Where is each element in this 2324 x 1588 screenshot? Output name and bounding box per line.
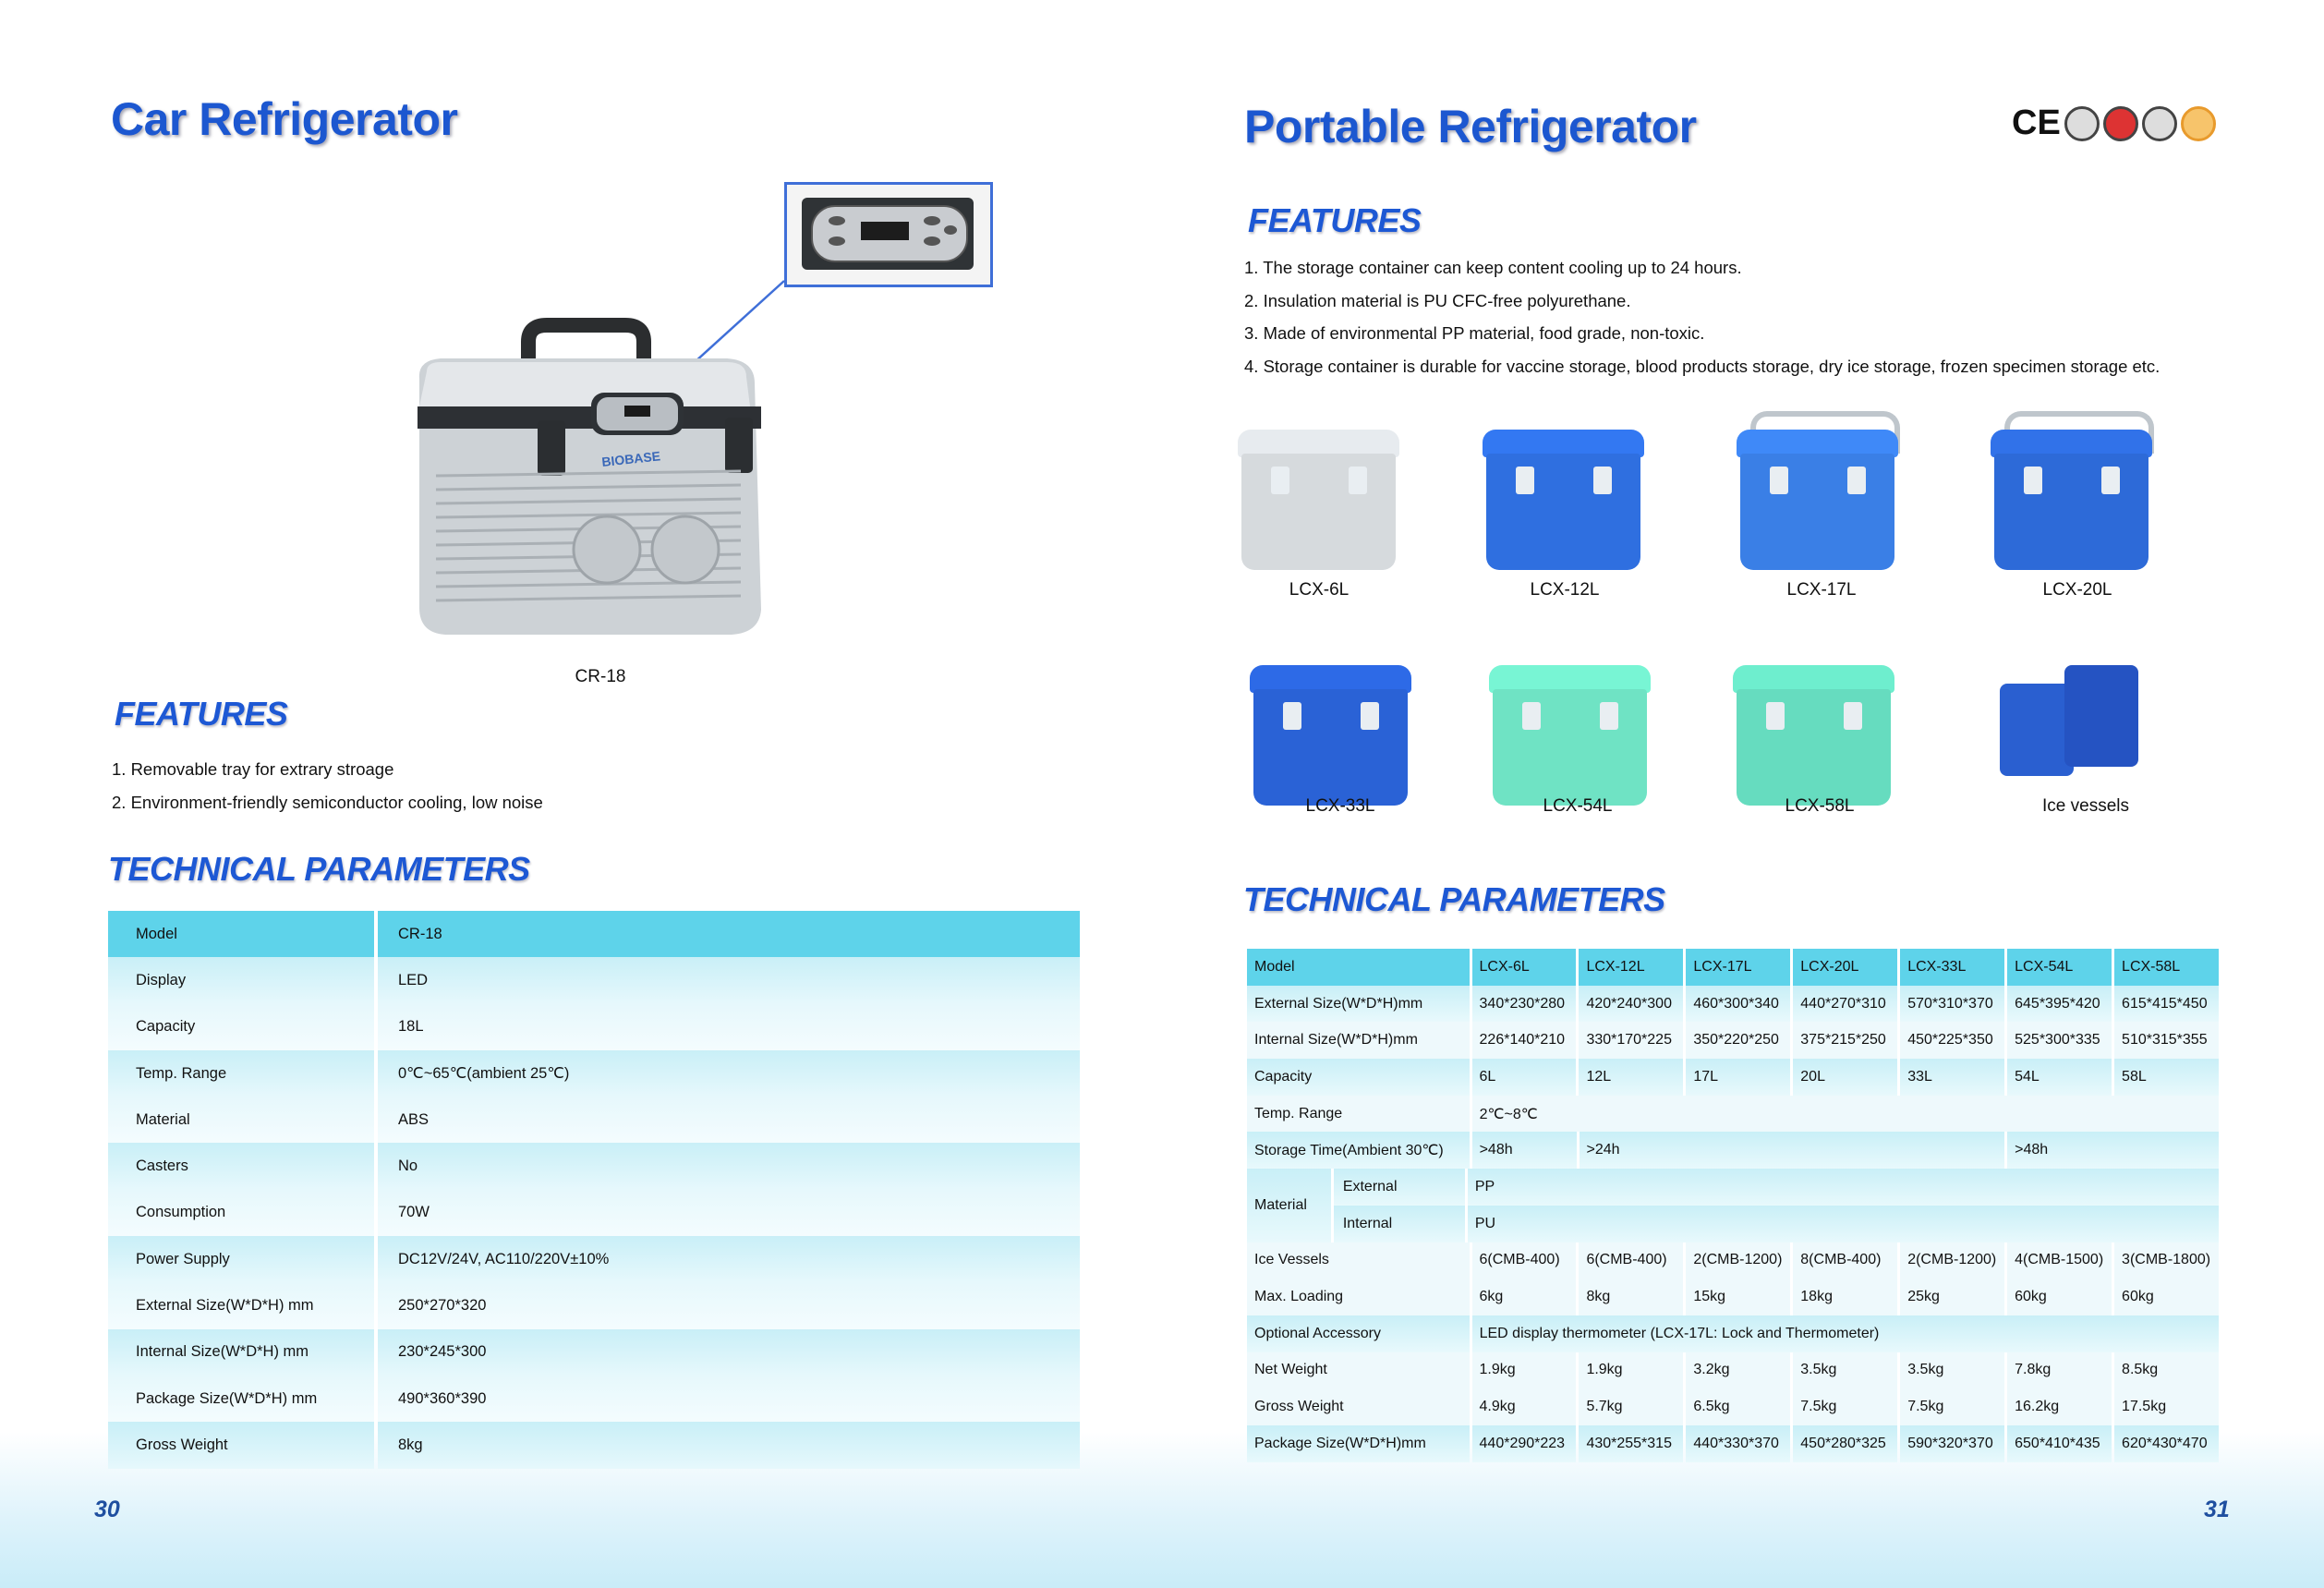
table-cell: 7.5kg <box>1900 1388 2004 1425</box>
ce-mark: CE <box>2012 103 2061 142</box>
cell-label: Display <box>108 957 374 1003</box>
quality-seal-icon <box>2181 106 2216 141</box>
product-label: LCX-33L <box>1305 796 1375 816</box>
table-row <box>108 911 1080 957</box>
table-cell: 25kg <box>1900 1279 2004 1315</box>
cell-value: 490*360*390 <box>378 1376 1080 1422</box>
row-label: Net Weight <box>1247 1352 1470 1389</box>
table-cell: 6L <box>1472 1059 1577 1096</box>
table-cell: 375*215*250 <box>1793 1022 1897 1059</box>
table-cell: 8kg <box>1579 1279 1683 1315</box>
table-cell: 18kg <box>1793 1279 1897 1315</box>
cell-value: No <box>378 1143 1080 1189</box>
iso-seal-icon <box>2103 106 2138 141</box>
product-label: LCX-54L <box>1543 796 1613 816</box>
cell-label: Package Size(W*D*H) mm <box>108 1376 374 1422</box>
row-label: Capacity <box>1247 1059 1470 1096</box>
table-cell: 2℃~8℃ <box>1472 1096 2219 1133</box>
table-cell: 58L <box>2114 1059 2219 1096</box>
product-label: LCX-20L <box>2042 580 2112 600</box>
feature-item: 2. Insulation material is PU CFC-free polyurethane. <box>1244 290 1631 310</box>
table-cell: 4(CMB-1500) <box>2007 1243 2112 1279</box>
row-label: Gross Weight <box>1247 1388 1470 1425</box>
tech-heading-right: TECHNICAL PARAMETERS <box>1243 880 1665 918</box>
cell-label: Power Supply <box>108 1236 374 1282</box>
table-cell: 1.9kg <box>1472 1352 1577 1389</box>
column-header: LCX-17L <box>1686 949 1790 986</box>
table-row <box>1247 986 2219 1023</box>
cell-label: External Size(W*D*H) mm <box>108 1282 374 1328</box>
page-number-right: 31 <box>2204 1497 2230 1522</box>
table-row <box>108 1422 1080 1468</box>
product-label: LCX-58L <box>1785 796 1855 816</box>
feature-item: 4. Storage container is durable for vaccine storage, blood products storage, dry ice storage, frozen specimen storage etc. <box>1244 356 2161 376</box>
table-row <box>1334 1206 2219 1243</box>
row-label: Optional Accessory <box>1247 1315 1470 1352</box>
table-row <box>1247 949 2219 986</box>
features-list-left <box>112 753 543 818</box>
cell-value: 250*270*320 <box>378 1282 1080 1328</box>
column-header: LCX-6L <box>1472 949 1577 986</box>
cell-label: Consumption <box>108 1190 374 1236</box>
product-label: LCX-12L <box>1530 580 1600 600</box>
row-label: Ice Vessels <box>1247 1243 1470 1279</box>
spec-table-left <box>108 911 1080 1469</box>
table-cell: 350*220*250 <box>1686 1022 1790 1059</box>
cell-value: LED <box>378 957 1080 1003</box>
table-cell: >48h <box>2007 1132 2219 1169</box>
table-cell: 615*415*450 <box>2114 986 2219 1023</box>
cell-value: 70W <box>378 1190 1080 1236</box>
table-row <box>108 1236 1080 1282</box>
table-cell: 430*255*315 <box>1579 1425 1683 1462</box>
table-cell: 525*300*335 <box>2007 1022 2112 1059</box>
table-cell: 6(CMB-400) <box>1579 1243 1683 1279</box>
table-cell: 440*290*223 <box>1472 1425 1577 1462</box>
table-cell: 60kg <box>2114 1279 2219 1315</box>
table-row <box>1247 1425 2219 1462</box>
column-header: LCX-12L <box>1579 949 1683 986</box>
table-cell: 7.8kg <box>2007 1352 2112 1389</box>
table-row <box>108 957 1080 1003</box>
table-row <box>108 1143 1080 1189</box>
table-cell: 3.2kg <box>1686 1352 1790 1389</box>
table-cell: 510*315*355 <box>2114 1022 2219 1059</box>
table-cell: 20L <box>1793 1059 1897 1096</box>
table-row <box>108 1190 1080 1236</box>
table-row <box>108 1004 1080 1050</box>
row-label: Max. Loading <box>1247 1279 1470 1315</box>
feature-item: 2. Environment-friendly semiconductor cooling, low noise <box>112 792 543 812</box>
product-caption-cr18: CR-18 <box>575 667 626 686</box>
table-row <box>1247 1388 2219 1425</box>
table-cell: 460*300*340 <box>1686 986 1790 1023</box>
row-label: External Size(W*D*H)mm <box>1247 986 1470 1023</box>
table-cell: 450*280*325 <box>1793 1425 1897 1462</box>
table-row <box>108 1097 1080 1143</box>
feature-item: 1. The storage container can keep content cooling up to 24 hours. <box>1244 258 1742 277</box>
row-label: Internal Size(W*D*H)mm <box>1247 1022 1470 1059</box>
cell-label: Gross Weight <box>108 1422 374 1468</box>
table-cell: 590*320*370 <box>1900 1425 2004 1462</box>
table-cell: 8.5kg <box>2114 1352 2219 1389</box>
table-cell: LED display thermometer (LCX-17L: Lock and Thermometer) <box>1472 1315 2219 1352</box>
cell-label: Internal Size(W*D*H) mm <box>108 1329 374 1376</box>
table-cell: 33L <box>1900 1059 2004 1096</box>
cell-value: 18L <box>378 1004 1080 1050</box>
cell-label: Model <box>108 911 374 957</box>
table-cell: 15kg <box>1686 1279 1790 1315</box>
table-cell: 3.5kg <box>1793 1352 1897 1389</box>
table-cell: 54L <box>2007 1059 2112 1096</box>
cell-value: CR-18 <box>378 911 1080 957</box>
table-cell: 330*170*225 <box>1579 1022 1683 1059</box>
features-list-right <box>1244 251 2160 382</box>
table-cell: 4.9kg <box>1472 1388 1577 1425</box>
feature-item: 1. Removable tray for extrary stroage <box>112 759 394 779</box>
table-cell: 440*330*370 <box>1686 1425 1790 1462</box>
iso-seal-icon <box>2142 106 2177 141</box>
table-cell: 620*430*470 <box>2114 1425 2219 1462</box>
column-header: LCX-54L <box>2007 949 2112 986</box>
tech-heading-left: TECHNICAL PARAMETERS <box>108 850 530 888</box>
table-row <box>1247 1059 2219 1096</box>
table-cell: 60kg <box>2007 1279 2112 1315</box>
certification-marks <box>2012 103 2216 143</box>
product-label: LCX-17L <box>1786 580 1857 600</box>
table-row <box>108 1376 1080 1422</box>
cell-value: DC12V/24V, AC110/220V±10% <box>378 1236 1080 1282</box>
feature-item: 3. Made of environmental PP material, food grade, non-toxic. <box>1244 323 1705 343</box>
table-cell: >24h <box>1580 1132 2005 1169</box>
cell-value: ABS <box>378 1097 1080 1143</box>
table-cell: 2(CMB-1200) <box>1900 1243 2004 1279</box>
cell-label: Capacity <box>108 1004 374 1050</box>
table-row <box>1247 1315 2219 1352</box>
table-row <box>108 1050 1080 1097</box>
table-cell: 226*140*210 <box>1472 1022 1577 1059</box>
table-cell: 645*395*420 <box>2007 986 2112 1023</box>
page-title-left: Car Refrigerator <box>111 93 458 145</box>
row-label: Temp. Range <box>1247 1096 1470 1133</box>
table-cell: 5.7kg <box>1579 1388 1683 1425</box>
table-cell: PP <box>1468 1169 2219 1206</box>
table-cell: 17.5kg <box>2114 1388 2219 1425</box>
features-heading-right: FEATURES <box>1248 201 1422 239</box>
table-cell: 6.5kg <box>1686 1388 1790 1425</box>
table-cell: 2(CMB-1200) <box>1686 1243 1790 1279</box>
cell-label: Temp. Range <box>108 1050 374 1097</box>
table-row <box>1247 1243 2219 1279</box>
table-row <box>1247 1022 2219 1059</box>
table-cell: 8(CMB-400) <box>1793 1243 1897 1279</box>
table-cell: 420*240*300 <box>1579 986 1683 1023</box>
table-cell: 6kg <box>1472 1279 1577 1315</box>
table-cell: 1.9kg <box>1579 1352 1683 1389</box>
page-number-left: 30 <box>94 1497 120 1522</box>
table-cell: 340*230*280 <box>1472 986 1577 1023</box>
column-header: LCX-33L <box>1900 949 2004 986</box>
table-cell: 6(CMB-400) <box>1472 1243 1577 1279</box>
spec-table-right <box>1247 949 2219 1462</box>
row-label: Storage Time(Ambient 30℃) <box>1247 1132 1470 1169</box>
row-label: Package Size(W*D*H)mm <box>1247 1425 1470 1462</box>
material-row-group <box>1247 1169 2219 1242</box>
table-row <box>1247 1096 2219 1133</box>
table-cell: 16.2kg <box>2007 1388 2112 1425</box>
car-refrigerator-image <box>399 314 769 647</box>
table-row <box>1247 1352 2219 1389</box>
cell-label: Casters <box>108 1143 374 1189</box>
row-sublabel: Internal <box>1334 1206 1465 1243</box>
brand-label: BIOBASE <box>600 448 661 469</box>
table-row <box>108 1329 1080 1376</box>
table-row <box>1247 1132 2219 1169</box>
iso-seal-icon <box>2064 106 2100 141</box>
features-heading-left: FEATURES <box>115 695 288 733</box>
row-sublabel: External <box>1334 1169 1465 1206</box>
table-cell: 3.5kg <box>1900 1352 2004 1389</box>
table-cell: 440*270*310 <box>1793 986 1897 1023</box>
table-cell: 7.5kg <box>1793 1388 1897 1425</box>
table-cell: 17L <box>1686 1059 1790 1096</box>
row-label: Material <box>1247 1169 1331 1242</box>
table-cell: 12L <box>1579 1059 1683 1096</box>
table-row <box>1334 1169 2219 1206</box>
table-cell: PU <box>1468 1206 2219 1243</box>
cell-label: Material <box>108 1097 374 1143</box>
table-cell: 650*410*435 <box>2007 1425 2112 1462</box>
column-header: LCX-20L <box>1793 949 1897 986</box>
table-row <box>108 1282 1080 1328</box>
cell-value: 230*245*300 <box>378 1329 1080 1376</box>
cell-value: 0℃~65℃(ambient 25℃) <box>378 1050 1080 1097</box>
table-cell: 450*225*350 <box>1900 1022 2004 1059</box>
page-title-right: Portable Refrigerator <box>1244 101 1697 152</box>
column-header: Model <box>1247 949 1470 986</box>
table-cell: 3(CMB-1800) <box>2114 1243 2219 1279</box>
column-header: LCX-58L <box>2114 949 2219 986</box>
table-cell: >48h <box>1472 1132 1577 1169</box>
product-label: LCX-6L <box>1289 580 1350 600</box>
table-cell: 570*310*370 <box>1900 986 2004 1023</box>
cell-value: 8kg <box>378 1422 1080 1468</box>
table-row <box>1247 1279 2219 1315</box>
product-label: Ice vessels <box>2042 796 2129 816</box>
